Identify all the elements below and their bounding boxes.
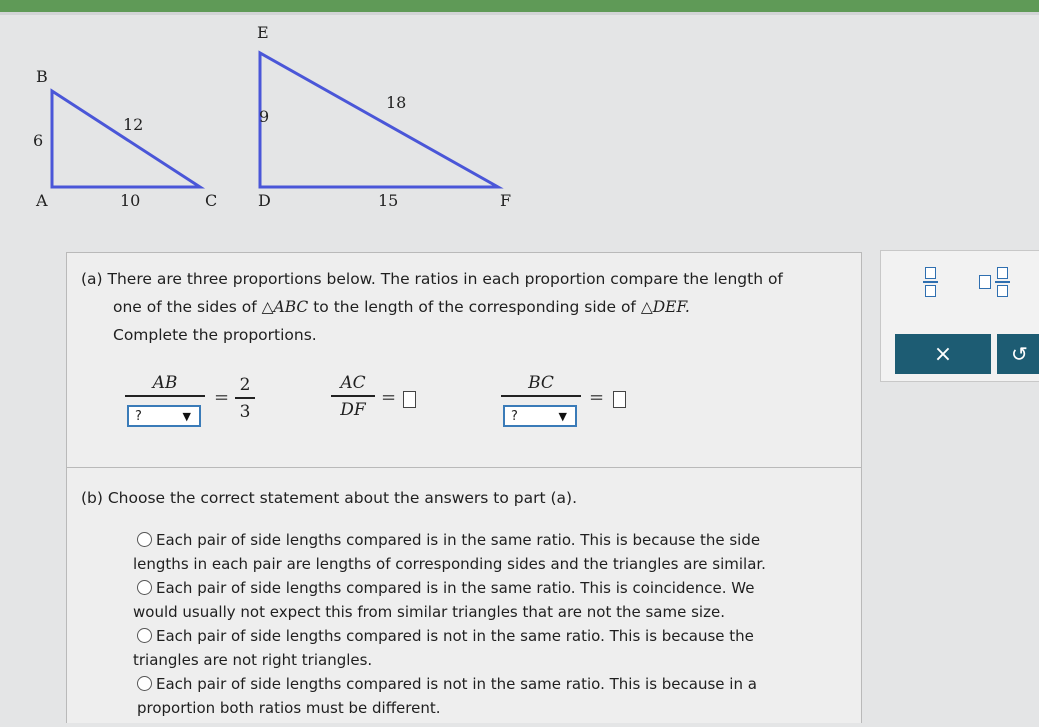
triangles-figure <box>0 15 560 245</box>
proportion2-lhs: AC DF <box>331 373 375 420</box>
part-a-instructions <box>81 265 851 349</box>
proportion1-denominator-dropdown[interactable]: ? ▼ <box>127 405 201 427</box>
fraction-tool-button[interactable] <box>923 267 938 297</box>
part-divider <box>67 467 861 468</box>
proportion2-equals: = <box>381 387 397 408</box>
proportion1-lhs: AB <box>125 373 205 427</box>
proportion1-equals: = <box>214 387 230 408</box>
proportion3-denominator-dropdown[interactable]: ? ▼ <box>503 405 577 427</box>
undo-icon: ↺ <box>1011 342 1028 366</box>
side-df-length: 15 <box>378 191 399 210</box>
radio-option-2[interactable] <box>137 580 152 595</box>
radio-option-1[interactable] <box>137 532 152 547</box>
question-panel <box>66 252 862 723</box>
proportion3-lhs: BC <box>501 373 581 427</box>
radio-option-3[interactable] <box>137 628 152 643</box>
side-de-length: 9 <box>259 107 270 126</box>
part-a-line1: (a) There are three proportions below. The ratios in each proportion compare the length of <box>81 270 783 288</box>
vertex-a: A <box>36 191 48 210</box>
mixed-whole-icon <box>979 275 991 289</box>
triangle-def <box>260 53 498 187</box>
part-b-options <box>133 529 827 721</box>
triangles-svg <box>0 15 560 245</box>
part-a-line2: one of the sides of △ABC to the length of the corresponding side of △DEF. <box>113 298 690 316</box>
fraction-numerator-icon <box>925 267 936 279</box>
option-4[interactable]: Each pair of side lengths compared is not in the same ratio. This is because in a proportion both ratios must be different. <box>137 675 757 717</box>
option-3[interactable]: Each pair of side lengths compared is not in the same ratio. This is because the triangles are not right triangles. <box>133 627 754 669</box>
option-2[interactable]: Each pair of side lengths compared is in the same ratio. This is coincidence. We would usually not expect this from similar triangles that are not the same size. <box>133 579 755 621</box>
proportion3-answer-box[interactable] <box>613 391 626 408</box>
clear-button[interactable] <box>895 334 991 374</box>
fraction-denominator-icon <box>925 285 936 297</box>
proportion2-answer-box[interactable] <box>403 391 416 408</box>
side-ef-length: 18 <box>386 93 407 112</box>
dropdown-arrow-icon: ▼ <box>182 409 191 423</box>
top-bar <box>0 0 1039 12</box>
side-bc-length: 12 <box>123 115 144 134</box>
undo-button[interactable] <box>997 334 1039 374</box>
vertex-b: B <box>36 67 48 86</box>
proportion1-rhs: 2 3 <box>235 375 255 422</box>
vertex-f: F <box>500 191 512 210</box>
part-b-prompt: (b) Choose the correct statement about the answers to part (a). <box>81 489 578 507</box>
proportion3-equals: = <box>589 387 605 408</box>
triangle-abc <box>52 91 200 187</box>
radio-option-4[interactable] <box>137 676 152 691</box>
close-icon: × <box>933 341 953 367</box>
vertex-c: C <box>205 191 218 210</box>
part-a-line3: Complete the proportions. <box>113 326 317 344</box>
side-ab-length: 6 <box>33 131 44 150</box>
side-ac-length: 10 <box>120 191 141 210</box>
dropdown-arrow-icon: ▼ <box>558 409 567 423</box>
option-1[interactable]: Each pair of side lengths compared is in the same ratio. This is because the side lengths in each pair are lengths of corresponding sides and the triangles are similar. <box>133 531 766 573</box>
vertex-e: E <box>257 23 269 42</box>
math-tool-palette <box>880 250 1039 382</box>
mixed-number-tool-button[interactable] <box>979 267 1010 297</box>
vertex-d: D <box>258 191 271 210</box>
